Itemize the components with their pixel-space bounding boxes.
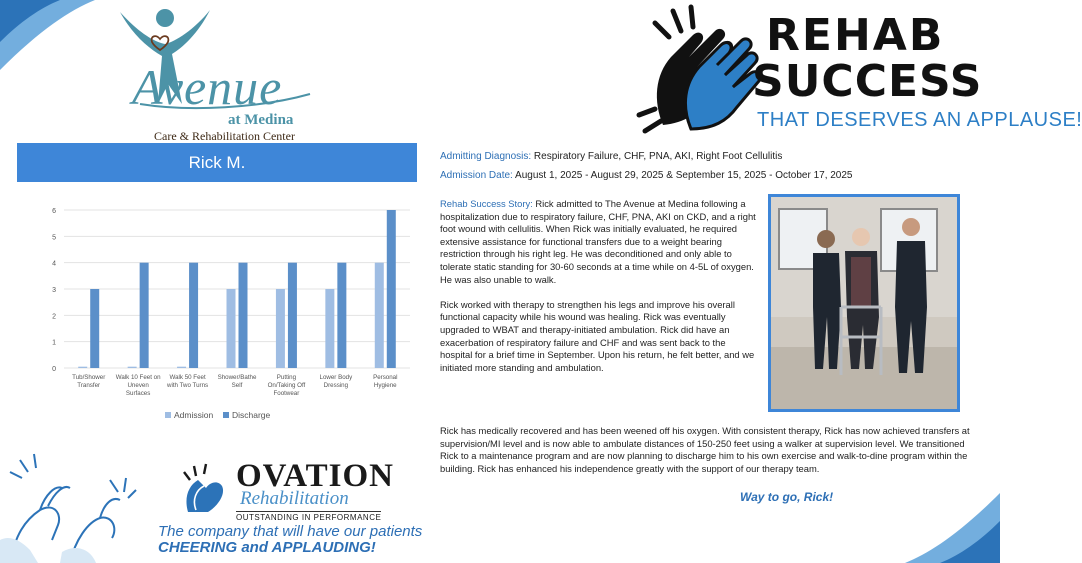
x-tick-label-line: Lower Body xyxy=(319,374,353,381)
x-tick-label-line: Footwear xyxy=(273,390,300,397)
y-tick-label: 4 xyxy=(52,260,56,268)
avenue-logo xyxy=(110,4,325,142)
corner-decoration-bottom-right xyxy=(905,493,1000,563)
avenue-subtitle: Care & Rehabilitation Center xyxy=(154,129,295,143)
rehab-title: REHAB xyxy=(766,10,945,61)
story-para1-text: Rick admitted to The Avenue at Medina following a hospitalization due to respiratory failure, CHF, PNA, AKI on CKD, and a right foot wound with cellulitis. When Rick was initially evaluated, he required extensive assistance for functional transfers due to a weight bearing restriction through his right leg. He was deconditioned and only able to tolerate static standing for 30-60 seconds at a time while on 4-5L of oxygen. He was also unable to walk. xyxy=(440,198,756,285)
x-tick-label-line: Uneven xyxy=(127,382,149,389)
bar-admission xyxy=(375,263,384,368)
bar-discharge xyxy=(337,263,346,368)
bar-discharge xyxy=(90,289,99,368)
x-tick-label-line: Walk 50 Feet xyxy=(169,374,206,381)
rehab-story xyxy=(440,198,760,387)
x-tick-label-line: On/Taking Off xyxy=(267,382,306,389)
success-title: SUCCESS xyxy=(752,56,983,107)
admission-date-label: Admission Date: xyxy=(440,170,513,181)
applause-subtitle: THAT DESERVES AN APPLAUSE! xyxy=(757,109,1082,131)
legend-label-admission: Admission xyxy=(174,410,214,420)
story-paragraph-2: Rick worked with therapy to strengthen his legs and improve his overall functional capacity while his wound was healing. Rick was eventually upgraded to WBAT and therapy-initiated ambulation. Rick did have an exacerbation of respiratory failure and CHF and was sent back to the hospital for a brief time in September. Upon his return, he felt better, and we initiated more standing and ambulation. xyxy=(440,298,755,373)
x-tick-label-line: Hygiene xyxy=(373,382,397,389)
x-tick-label xyxy=(218,374,257,389)
chart-svg xyxy=(40,198,420,428)
patient-name: Rick M. xyxy=(188,152,246,172)
x-tick-label-line: Dressing xyxy=(323,382,349,389)
bar-admission xyxy=(128,367,137,368)
x-tick-label-line: Putting xyxy=(276,374,297,381)
x-tick-label xyxy=(72,374,105,389)
y-tick-label: 5 xyxy=(52,234,56,242)
legend-swatch-discharge xyxy=(223,412,229,418)
admitting-diagnosis-label: Admitting Diagnosis: xyxy=(440,151,532,162)
y-tick-label: 3 xyxy=(52,287,56,294)
corner-decoration-top-left xyxy=(0,0,95,70)
ovation-title: OVATION xyxy=(236,458,394,494)
x-tick-label-line: Walk 10 Feet on xyxy=(115,374,161,381)
bar-discharge xyxy=(387,210,396,368)
story-label: Rehab Success Story: xyxy=(440,198,533,209)
x-tick-label xyxy=(116,374,161,397)
x-tick-label-line: Tub/Shower xyxy=(72,374,106,381)
admitting-diagnosis-value: Respiratory Failure, CHF, PNA, AKI, Right Foot Cellulitis xyxy=(531,151,783,162)
admitting-diagnosis xyxy=(440,151,782,162)
story-paragraph-1 xyxy=(440,198,760,286)
y-tick-label: 2 xyxy=(52,313,56,321)
bar-discharge xyxy=(140,263,149,368)
ovation-tagline-1: The company that will have our patients xyxy=(158,523,423,540)
clapping-hands-illustration xyxy=(0,440,150,563)
bar-admission xyxy=(227,289,236,368)
bar-admission xyxy=(78,367,87,368)
x-tick-label xyxy=(320,374,354,389)
admission-date xyxy=(440,170,853,181)
x-tick-label xyxy=(166,374,208,389)
legend-label-discharge: Discharge xyxy=(232,410,271,420)
x-tick-label-line: Self xyxy=(231,382,243,389)
x-tick-label xyxy=(268,374,306,397)
y-tick-label: 6 xyxy=(52,208,56,215)
bar-discharge xyxy=(239,263,248,368)
x-tick-label-line: Surfaces xyxy=(125,390,151,397)
x-tick-label-line: Personal xyxy=(373,374,398,381)
legend-swatch-admission xyxy=(165,412,171,418)
story-paragraph-3: Rick has medically recovered and has been weened off his oxygen. With consistent therapy, Rick has now achieved transfers at supervision/MI level and is now able to ambulate distances of 150-250 feet using a walker at supervision level. We transitioned Rick to a maintenance program and are now planning to discharge him to his own exercise and walk-to-dine program within the building. Rick has enhanced his independence greatly with the support of our therapy team. xyxy=(440,425,970,474)
functional-progress-chart xyxy=(40,198,420,428)
y-tick-label: 1 xyxy=(52,339,56,347)
x-tick-label-line: with Two Turns xyxy=(166,382,209,389)
closing-message: Way to go, Rick! xyxy=(740,490,834,504)
ovation-rehab: Rehabilitation xyxy=(240,488,349,509)
ovation-tagline-small: OUTSTANDING IN PERFORMANCE xyxy=(236,513,382,522)
ovation-tagline-2: CHEERING and APPLAUDING! xyxy=(158,539,376,556)
bar-discharge xyxy=(189,263,198,368)
bar-admission xyxy=(177,367,186,368)
avenue-wordmark: Avenue xyxy=(132,59,283,115)
y-tick-label: 0 xyxy=(52,366,56,373)
avenue-location: at Medina xyxy=(228,112,294,128)
bar-discharge xyxy=(288,263,297,368)
bar-admission xyxy=(325,289,334,368)
patient-photo-illustration xyxy=(771,197,957,409)
x-tick-label xyxy=(373,374,397,389)
x-tick-label-line: Shower/Bathe xyxy=(217,374,257,381)
ovation-hands-icon xyxy=(178,462,234,518)
x-tick-label-line: Transfer xyxy=(77,382,101,389)
admission-date-value: August 1, 2025 - August 29, 2025 & September 15, 2025 - October 17, 2025 xyxy=(512,170,853,181)
ovation-logo xyxy=(158,458,423,558)
patient-name-bar xyxy=(17,143,417,182)
bar-admission xyxy=(276,289,285,368)
patient-photo xyxy=(768,194,960,412)
